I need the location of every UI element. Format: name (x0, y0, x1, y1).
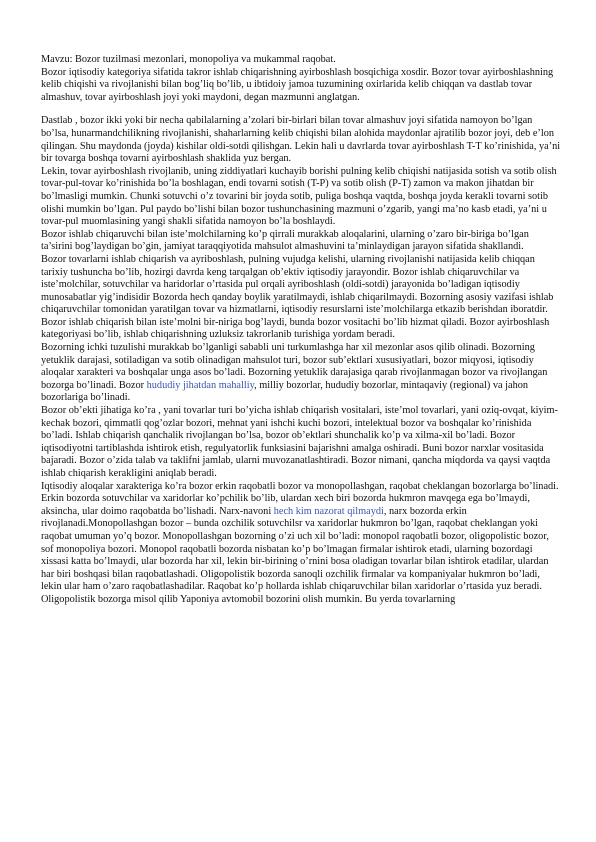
paragraph-7: Bozor ob’ekti jihatiga ko’ra , yani tovarlar turi bo’yicha ishlab chiqarish vositalari, iste’mol tovarlari, yani oziq-ovqat, kiyim-kechak bozori, qimmatli qog’ozlar bozori, mehnat yani ishchi kuchi bozori, intelektual bozor va boshqalar ko’rinishida bo’ladi. Ishlab chiqarish qanchalik rivojlangan bo’lsa, bozor ob’ektlari shunchalik ko’p va xilma-xil bo’ladi. Bozor iqtisodiyotni tartiblashda ishtirok etish, regulyatorlik funksiasini bajarishni amalga oshiradi. Buni bozor narxlar vositasida bajaradi. Bozor o’zida talab va taklifni jamlab, ularni muvozanatlashtiradi. Bozor nimani, qancha miqdorda va qaysi vaqtda ishlab chiqarish kerakligini aniqlab beradi. (41, 405, 558, 479)
paragraph-8-text-end: , narx bozorda erkin rivojlanadi.Monopollashgan bozor – bunda ozchilik sotuvchilsr va xaridorlar hukmron bo’lgan, raqobat cheklangan yoki raqobat umuman yo’q bozor. Monopollashgan bozorning o’zi uch xil bo’ladi: monopol raqobatli bozor, oligopolistic bozor, sof monopoliya bozori. Monopol raqobatli bozorda nisbatan ko’p bo’lmagan firmalar ishtirok etadi, ularning bozordagi xissasi katta bo’lmaydi, ular bozorda har xil, lekin bir-birining o’rnini bosa oladigan tovarlar bilan ishtirok etadilar, ulardan har biri boshqasi bilan raqobatlashadi. Oligopolistik bozorda sanoqli ozchilik firmalar va kompaniyalar hukmron bo’ladi, lekin ular ham o’zaro raqobatlashadilar. Raqobat ko’p hollarda ishlab chiqaruvchilar bilan xaridorlar o’rtasida yuz beradi. (41, 505, 549, 593)
paragraph-6-text-start: Bozorning ichki tuzulishi murakkab bo’lganligi sababli uni turkumlashga har xil mezonlar asos qilib olinadi. Bozorning yetuklik darajasi, sotiladigan va sotib olinadigan mahsulot turi, bozor sub’ektlari xususiyatlari, bozor miqyosi, iqtisodiy aloqalar xarakteri va boshqalar unga asos bo’ladi. Bozorning yetuklik darajasiga qarab rivojlanmagan bozor va rivojlangan bozorga bo’linadi. Bozor (41, 342, 548, 391)
paragraph-8-text-start: Iqtisodiy aloqalar xarakteriga ko’ra bozor erkin raqobatli bozor va monopollashgan, raqobat cheklangan bozorlarga bo’linadi. Erkin bozorda sotuvchilar va xaridorlar ko’pchilik bo’lib, ulardan xech biri bozorda hukmron mavqega ega bo’lmaydi, aksincha, ular doimo raqobatda bo’lishadi. Narx-navoni (41, 480, 559, 517)
paragraph-2: Dastlab , bozor ikki yoki bir necha qabilalarning a’zolari bir-birlari bilan tovar almashuv joyi sifatida namoyon bo’lgan bo’lsa, hunarmandchilikning rivojlanishi, shaharlarning kelib chiqishi bilan alohida maydonlar ajratilib bozor joyi, deb e’lon qilingan. Shu maydonda (joyda) kishilar oldi-sotdi qilishgan. Lekin hali u davrlarda tovar ayirboshlash T-T ko’rinishida, ya’ni bir tovarga boshqa tovarni ayirboshlash shaklida yuz bergan. (41, 115, 561, 165)
paragraph-3: Lekin, tovar ayirboshlash rivojlanib, uning ziddiyatlari kuchayib borishi pulning kelib chiqishi natijasida sotish va sotib olish tovar-pul-tovar ko’rinishida bo’la boshlagan, endi tovarni sotish (T-P) va sotib olish (P-T) zamon va makon jihatdan bir bo’lmasligi mumkin. Chunki sotuvchi o’z tovarini bir joyda sotib, puliga boshqa vaqtda, boshqa joyda kerakli tovarni sotib olishi mumkin bo’lgan. Pul paydo bo’lishi bilan bozor tushunchasining mazmuni o’zgarib, yangi ma’no kasb etadi, ya’ni u tovar-pul muomlasining yangi shakli sifatida namoyon bo’la boshlaydi. (41, 165, 557, 228)
paragraph-6-text-end: , milliy bozorlar, hududiy bozorlar, mintaqaviy (regional) va jahon bozorlariga bo’linadi. (41, 379, 529, 404)
regional-market-link[interactable]: hududiy jihatdan mahalliy (146, 379, 255, 391)
price-control-link[interactable]: hech kim nazorat qilmaydi (273, 505, 384, 517)
paragraph-5: Bozor tovarlarni ishlab chiqarish va ayriboshlash, pulning vujudga kelishi, ularning rivojlanishi natijasida kelib chiqqan tarixiy tushuncha bo’lib, hozirgi davrda keng tarqalgan ob’ektiv iqtisodiy jarayondir. Bozor ishlab chiqaruvchilar va iste’molchilar, sotuvchilar va haridorlar o’rtasida pul orqali ayriboshlash (oldi-sotdi) jarayonida bo’ladigan iqtisodiy munosabatlar yig’indisidir Bozorda hech qanday boylik yaratilmaydi, ishlab chiqarilmaydi. Bozorning asosiy vazifasi ishlab chiqaruvchilar tomonidan yaratilgan tovar va hizmatlarni, iqtisodiy resurslarni iste’molchilarga etkazib berishdan iboratdir. Bozor ishlab chiqarish bilan iste’molni bir-niriga bog’laydi, bunda bozor vositachi bo’lib hizmat qiladi. Bozor ayirboshlash kategoriyasi bo’lib, ishlab chiqarishning uzluksiz takrorlanib turishiga yordam beradi. (41, 253, 554, 341)
paragraph-6 (41, 342, 561, 405)
document-page (41, 54, 561, 607)
paragraph-8 (41, 481, 561, 594)
document-title: Mavzu: Bozor tuzilmasi mezonlari, monopoliya va mukammal raqobat. (41, 54, 336, 65)
paragraph-9: Oligopolistik bozorga misol qilib Yaponiya avtomobil bozorini olish mumkin. Bu yerda tovarlarning (41, 593, 456, 605)
paragraph-1: Bozor iqtisodiy kategoriya sifatida takror ishlab chiqarishning ayirboshlash bosqichiga xosdir. Bozor tovar ayirboshlashning kelib chiqishi va rivojlanishi bilan bog’liq bo’lib, u ibtidoiy jamoa tuzumining oxirlarida kelib chiqqan va dastlab tovar almashuv, tovar ayirboshlash joyi yoki maydoni, degan mazmunni anglatgan. (41, 66, 554, 103)
paragraph-4: Bozor ishlab chiqaruvchi bilan iste’molchilarning ko’p qirrali murakkab aloqalarini, ularning o’zaro bir-biriga bo’lgan ta’sirini bog’laydigan bo’gin, jamiyat taraqqiyotida mahsulot almashuvini ta’minlaydigan jarayon sifatida shakllandi. (41, 228, 529, 253)
